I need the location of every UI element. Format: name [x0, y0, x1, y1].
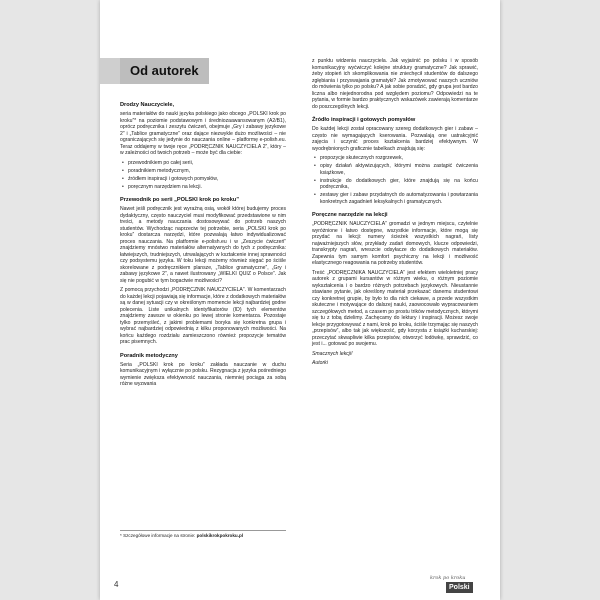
ideas-list: [312, 155, 478, 205]
footnote-link[interactable]: polskikrokpokroku.pl: [196, 533, 244, 538]
section-heading-method: Poradnik metodyczny: [120, 352, 178, 359]
list-item: • zestawy gier i zabaw przydatnych do automatyzowania i powtarzania konkretnych zagadnień leksykalnych i gramatycznych.: [320, 192, 478, 205]
right-column: [312, 58, 478, 370]
ideas-paragraph: Do każdej lekcji został opracowany szereg dodatkowych gier i zabaw – często nie wymagających kserowania. Pozwalają one uatrakcyjnić zajęcia i uczynić proces kształcenia bardziej efektywnym. W wyodrębnionych graficznie tabelkach znajdują się:: [312, 126, 478, 152]
footnote: [120, 530, 286, 539]
salutation: Drodzy Nauczyciele,: [120, 102, 175, 108]
logo-brand: Polski: [446, 582, 473, 593]
continued-paragraph: z punktu widzenia nauczyciela. Jak wyjaśnić po polsku i w sposób komunikacyjny wyćwiczyć kolejne struktury gramatyczne? Jak sprawić, żeby stopień ich skomplikowania nie zniechęcił studentów do dalszego zgłębiania i przyswajania gramatyki? Jak zmotywować naszych uczniów do mówienia tylko po polsku? A jak sobie poradzić, gdy grupa jest bardzo liczna albo niejednorodna pod względem poziomu? Odpowiedzi na te pytania, w formie bardzo praktycznych wskazówek zawierają komentarze do poszczególnych lekcji.: [312, 58, 478, 110]
left-column: [120, 95, 286, 391]
list-item: • poradnikiem metodycznym,: [128, 168, 286, 175]
book-page: [100, 0, 500, 600]
tool-paragraph: „PODRĘCZNIK NAUCZYCIELA” gromadzi w jednym miejscu, czytelnie wyróżnione i łatwo dostępne, wszystkie informacje, które mogą się przydać na lekcji: numery ścieżek wszystkich nagrań, listy najważniejszych słów, przykłady zadań domowych, klucze odpowiedzi, transkrypty nagrań, wreszcie odsyłacze do dodatkowych materiałów. Zapewnia tym samym komfort psychiczny na lekcji i możliwość elastycznego reagowania na potrzeby studentów.: [312, 221, 478, 266]
page-title: Od autorek: [120, 58, 209, 84]
closing-paragraph: Treść „PODRĘCZNIKA NAUCZYCIELA” jest efektem wieloletniej pracy autorek z grupami kursantów w różnym wieku, o różnym poziomie wykształcenia i o bardzo różnych potrzebach językowych. Nieustannie stawiane pytanie, jak określony materiał przekazać danemu studentowi czy konkretnej grupie, by było to dla nich ciekawe, a przede wszystkim skuteczne i motywujące do dalszej nauki, zaowocowało wypracowaniem szczegółowych metod, a czasem po prostu trików metodycznych, którymi się tu z tobą dzielimy. Zachęcamy do lektury i inspiracji. Możesz swoje lekcje przygotowywać z nami, krok po kroku, ściśle trzymając się naszych „przepisów”, albo tak jak większość, gdy korzysta z książki kucharskiej: przeczytać skwapliwie kilka przepisów, otworzyć lodówkę, sprawdzić, co jest i... gotować po swojemu.: [312, 269, 478, 347]
list-item: • propozycje skutecznych rozgrzewek,: [320, 155, 478, 162]
section-heading-guide: Przewodnik po serii „POLSKI krok po kroku”: [120, 197, 240, 203]
method-paragraph: Seria „POLSKI krok po kroku” zakłada nauczanie w duchu komunikacyjnym i wyłącznie po polsku. Rezygnacja z języka pośredniego wymienie zwiększa efektywność nauczania, niemniej pociąga za sobą różne wyzwania: [120, 361, 286, 387]
intro-paragraph: seria materiałów do nauki języka polskiego jako obcego „POLSKI krok po kroku”* na poziomie podstawowym i średniozaawansowanym (A2/B1), oprócz podręcznika i zeszytu ćwiczeń, obejmuje „Gry i zabawy językowe 2” i „Tablice gramatyczne” oraz dające niezwykle dużo możliwości – nie ograniczających się jedynie do nauczania online – platformę e-polish.eu. Teraz oddajemy w twoje ręce „PODRĘCZNIK NAUCZYCIELA 2”, który – w zależności od twoich potrzeb – może być dla ciebie:: [120, 111, 286, 156]
guide-paragraph-1: Nawet jeśli podręcznik jest wyraźną osią, wokół której budujemy proces dydaktyczny, często nauczyciel musi modyfikować przedstawione w nim treści, a metody nauczania dostosowywać do potrzeb naszych studentów. Wychodząc naprzeciw tej potrzebie, seria „POLSKI krok po kroku” dostarcza narzędzi, które pozwalają łatwo indywidualizować proces nauczania. Na platformie e-polish.eu i w „Zeszycie ćwiczeń” znajdziemy mnóstwo materiałów alternatywnych do tych z podręcznika: łatwiejszych, trudniejszych, utrwalających w kształcenie innej sprawności czy podsystemu języka. W toku lekcji możemy również sięgać po ściśle skorelowane z podręcznikiem plansze, „Tablice gramatyczne”, „Gry i zabawy językowe 2”, a nawet ilustrowany „WIELKI QUIZ o Polsce”. Jak się nie pogubić w tym bogactwie możliwości?: [120, 206, 286, 284]
intro-list: [120, 160, 286, 191]
guide-paragraph-2: Z pomocą przychodzi „PODRĘCZNIK NAUCZYCIELA”. W komentarzach do każdej lekcji pojawiają się informacje, które z dodatkowych materiałów są w danej sytuacji czy w określonym momencie lekcji najbardziej godne polecenia. Liste unikalnych identyfikatorów (ID) tych elementów znajdziemy zawsze w okienku po lewej stronie komentarza. Pozostaje tylko przemyśleć, z jakimi problemami boryka się konkretna grupa i wybrać najbardziej odpowiednią z kilku proponowanych możliwości. Na końcu każdego rozdziału zamieszczono również propozycje tematów prac pisemnych.: [120, 287, 286, 345]
sign-authors: Autorki: [312, 360, 328, 366]
series-logo: [430, 576, 482, 594]
list-item: • źródłem inspiracji i gotowych pomysłów,: [128, 176, 286, 183]
list-item: • poręcznym narzędziem na lekcji.: [128, 184, 286, 191]
sign-greeting: Smacznych lekcji!: [312, 350, 353, 357]
page-number: 4: [114, 580, 119, 589]
section-heading-tool: Poręczne narzędzie na lekcji: [312, 212, 388, 218]
section-heading-ideas: Źródło inspiracji i gotowych pomysłów: [312, 117, 416, 123]
list-item: • opisy działań aktywizujących, którymi można zastąpić ćwiczenia książkowe,: [320, 163, 478, 176]
list-item: • instrukcje do dodatkowych gier, które znajdują się na końcu podręcznika,: [320, 178, 478, 191]
logo-script: krok po kroku: [430, 575, 466, 581]
list-item: • przewodnikiem po całej serii,: [128, 160, 286, 167]
footnote-text: * Szczegółowe informacje na stronie:: [120, 533, 197, 538]
